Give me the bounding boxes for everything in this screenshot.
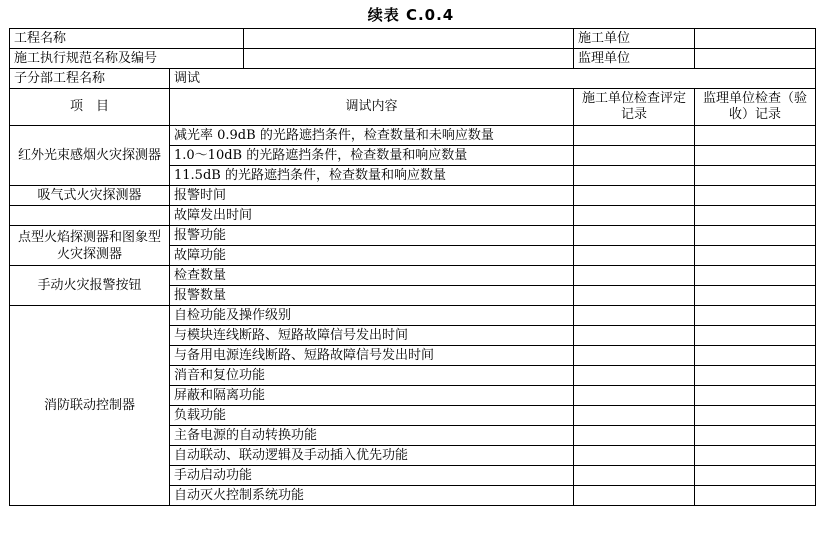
item-name-cell: 手动火灾报警按钮 [10, 266, 170, 306]
page-title: 续表 C.0.4 [367, 6, 455, 24]
construction-record-cell[interactable] [574, 306, 695, 326]
subproject-label: 子分部工程名称 [10, 69, 170, 89]
test-content-cell: 主备电源的自动转换功能 [170, 426, 574, 446]
inspection-rows [10, 126, 816, 506]
inspection-table [9, 28, 816, 506]
construction-record-cell[interactable] [574, 206, 695, 226]
supervision-record-cell[interactable] [695, 386, 816, 406]
construction-record-cell[interactable] [574, 266, 695, 286]
supervision-record-cell[interactable] [695, 226, 816, 246]
supervision-record-cell[interactable] [695, 446, 816, 466]
construction-unit-value[interactable] [695, 29, 816, 49]
table-row [10, 306, 816, 326]
header-content: 调试内容 [170, 89, 574, 126]
standard-label: 施工执行规范名称及编号 [10, 49, 244, 69]
info-row-subproject [10, 69, 816, 89]
project-name-value[interactable] [244, 29, 574, 49]
test-content-cell: 故障发出时间 [170, 206, 574, 226]
item-name-cell: 吸气式火灾探测器 [10, 186, 170, 206]
test-content-cell: 自动灭火控制系统功能 [170, 486, 574, 506]
table-row [10, 186, 816, 206]
construction-record-cell[interactable] [574, 466, 695, 486]
supervision-record-cell[interactable] [695, 166, 816, 186]
construction-record-cell[interactable] [574, 426, 695, 446]
construction-record-cell[interactable] [574, 186, 695, 206]
supervision-record-cell[interactable] [695, 286, 816, 306]
construction-record-cell[interactable] [574, 346, 695, 366]
test-content-cell: 与备用电源连线断路、短路故障信号发出时间 [170, 346, 574, 366]
table-row [10, 206, 816, 226]
header-construction-check: 施工单位检查评定记录 [574, 89, 695, 126]
construction-record-cell[interactable] [574, 166, 695, 186]
supervision-record-cell[interactable] [695, 246, 816, 266]
subproject-value: 调试 [170, 69, 816, 89]
info-row-standard [10, 49, 816, 69]
construction-record-cell[interactable] [574, 406, 695, 426]
construction-unit-label: 施工单位 [574, 29, 695, 49]
project-name-label: 工程名称 [10, 29, 244, 49]
test-content-cell: 消音和复位功能 [170, 366, 574, 386]
construction-record-cell[interactable] [574, 226, 695, 246]
test-content-cell: 与模块连线断路、短路故障信号发出时间 [170, 326, 574, 346]
test-content-cell: 1.0～10dB 的光路遮挡条件，检查数量和响应数量 [170, 146, 574, 166]
supervision-record-cell[interactable] [695, 266, 816, 286]
standard-value[interactable] [244, 49, 574, 69]
item-name-cell: 红外光束感烟火灾探测器 [10, 126, 170, 186]
supervision-record-cell[interactable] [695, 326, 816, 346]
info-row-project [10, 29, 816, 49]
item-name-cell: 消防联动控制器 [10, 306, 170, 506]
supervision-record-cell[interactable] [695, 306, 816, 326]
construction-record-cell[interactable] [574, 126, 695, 146]
item-name-cell: 点型火焰探测器和图象型火灾探测器 [10, 226, 170, 266]
test-content-cell: 屏蔽和隔离功能 [170, 386, 574, 406]
supervision-record-cell[interactable] [695, 366, 816, 386]
test-content-cell: 自检功能及操作级别 [170, 306, 574, 326]
supervision-record-cell[interactable] [695, 186, 816, 206]
table-row [10, 126, 816, 146]
header-supervision-check: 监理单位检查（验收）记录 [695, 89, 816, 126]
supervision-unit-value[interactable] [695, 49, 816, 69]
construction-record-cell[interactable] [574, 326, 695, 346]
item-name-cell [10, 206, 170, 226]
test-content-cell: 报警功能 [170, 226, 574, 246]
table-row [10, 226, 816, 246]
test-content-cell: 故障功能 [170, 246, 574, 266]
supervision-record-cell[interactable] [695, 126, 816, 146]
supervision-record-cell[interactable] [695, 406, 816, 426]
header-item: 项 目 [10, 89, 170, 126]
table-header-row [10, 89, 816, 126]
test-content-cell: 检查数量 [170, 266, 574, 286]
construction-record-cell[interactable] [574, 446, 695, 466]
supervision-unit-label: 监理单位 [574, 49, 695, 69]
construction-record-cell[interactable] [574, 286, 695, 306]
construction-record-cell[interactable] [574, 146, 695, 166]
test-content-cell: 报警时间 [170, 186, 574, 206]
construction-record-cell[interactable] [574, 386, 695, 406]
construction-record-cell[interactable] [574, 246, 695, 266]
supervision-record-cell[interactable] [695, 206, 816, 226]
construction-record-cell[interactable] [574, 486, 695, 506]
supervision-record-cell[interactable] [695, 486, 816, 506]
supervision-record-cell[interactable] [695, 146, 816, 166]
supervision-record-cell[interactable] [695, 426, 816, 446]
supervision-record-cell[interactable] [695, 466, 816, 486]
test-content-cell: 负载功能 [170, 406, 574, 426]
supervision-record-cell[interactable] [695, 346, 816, 366]
test-content-cell: 自动联动、联动逻辑及手动插入优先功能 [170, 446, 574, 466]
test-content-cell: 11.5dB 的光路遮挡条件，检查数量和响应数量 [170, 166, 574, 186]
test-content-cell: 手动启动功能 [170, 466, 574, 486]
construction-record-cell[interactable] [574, 366, 695, 386]
table-row [10, 266, 816, 286]
test-content-cell: 报警数量 [170, 286, 574, 306]
test-content-cell: 减光率 0.9dB 的光路遮挡条件，检查数量和未响应数量 [170, 126, 574, 146]
